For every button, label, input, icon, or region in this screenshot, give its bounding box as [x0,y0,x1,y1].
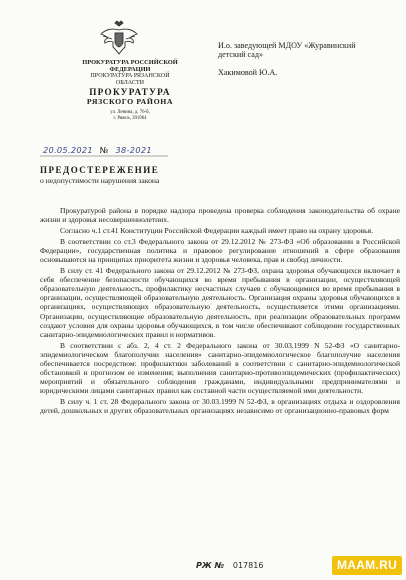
handwritten-date: 20.05.2021 [43,145,93,155]
document-title: ПРЕДОСТЕРЕЖЕНИЕ [40,165,160,175]
serial-prefix: РЖ № [196,561,225,570]
maam-watermark [332,556,402,575]
header-prosecutor-title: ПРОКУРАТУРА [89,87,171,98]
paragraph-6: В силу ч. 1 ст. 28 Федерального закона от 30.03.1999 N 52-ФЗ, в организациях отдыха и оздоровления детей, дошкольных и других образовательных организациях независимо от организационно-правовых форм [40,396,400,415]
watermark-text: MAAM.RU [336,558,398,572]
address-line-2: г. Ряжск, 391964 [113,115,147,121]
form-serial-number [196,561,263,570]
paragraph-2: Согласно ч.1 ст.41 Конституции Российской Федерации каждый имеет право на охрану здоровья. [60,226,373,236]
header-line-2: ФЕДЕРАЦИИ [109,65,151,73]
paragraph-4: В силу ст. 41 Федерального закона от 29.12.2012 № 273-ФЗ, охрана здоровья обучающихся включает в себя обеспечение безопасности обучающихся во время пребывания в организации, осуществляющей образовательную деятельность, профилактику несчастных случаев с обучающимися во время пребывания в организации, осуществляющей образовательную деятельность. Организация охраны здоровья обучающихся в организациях, осуществляющих образовательную деятельность, осуществляется этими организациями. Организации, осуществляющие образовательную деятельность, при реализации образовательных программ создают условия для охраны здоровья обучающихся, в том числе обеспечивают соблюдение государственных санитарно-эпидемиологических правил и нормативов. [40,266,400,339]
header-line-3: ПРОКУРАТУРА РЯЗАНСКОЙ [90,73,170,80]
number-sign: № [99,145,109,155]
coat-of-arms-emblem [98,20,140,56]
paragraph-3: В соответствии со ст.3 Федерального закона от 29.12.2012 № 273-ФЗ «Об образовании в Российской Федерации», государственная политика и правовое регулирование отношений в сфере образования основываются на принципах приоритета жизни и здоровья человека, прав и свобод личности. [40,237,400,265]
handwritten-number: 38-2021 [115,145,152,155]
document-subtitle: о недопустимости нарушения закона [40,176,160,185]
addressee-block [218,41,398,77]
sender-header [70,60,190,122]
serial-value: 017816 [232,561,264,570]
header-line-4: ОБЛАСТИ [115,79,145,86]
addressee-line-1: И.о. заведующей МДОУ «Журавинский [218,41,356,50]
addressee-name: Хакимовой Ю.А. [218,67,278,77]
handwritten-date-number [43,145,152,155]
header-district-title: РЯЗСКОГО РАЙОНА [86,96,174,106]
address-line-1: ул. Ленина, д. 76-б, [110,110,150,116]
paragraph-1: Прокуратурой района в порядке надзора проведена проверка соблюдения законодательства об охране жизни и здоровья несовершеннолетних. [40,206,400,225]
addressee-line-2: детский сад» [218,50,264,60]
header-line-1: ПРОКУРАТУРА РОССИЙСКОЙ [82,59,178,66]
document-body [40,206,400,417]
paragraph-5: В соответствии с абз. 2, 4 ст. 2 Федерального закона от 30.03.1999 N 52-ФЗ «О санитарно-эпидемиологическом благополучии населения» санитарно-эпидемиологическое благополучие населения обеспечивается посредством: профилактики заболеваний в соответствии с санитарно-эпидемиологической обстановкой и прогнозом ее изменения; выполнения санитарно-противоэпидемических (профилактических) мероприятий и обязательного соблюдения гражданами, индивидуальными предпринимателями и юридическими лицами санитарных правил как составной части осуществляемой ими деятельности. [40,340,400,395]
